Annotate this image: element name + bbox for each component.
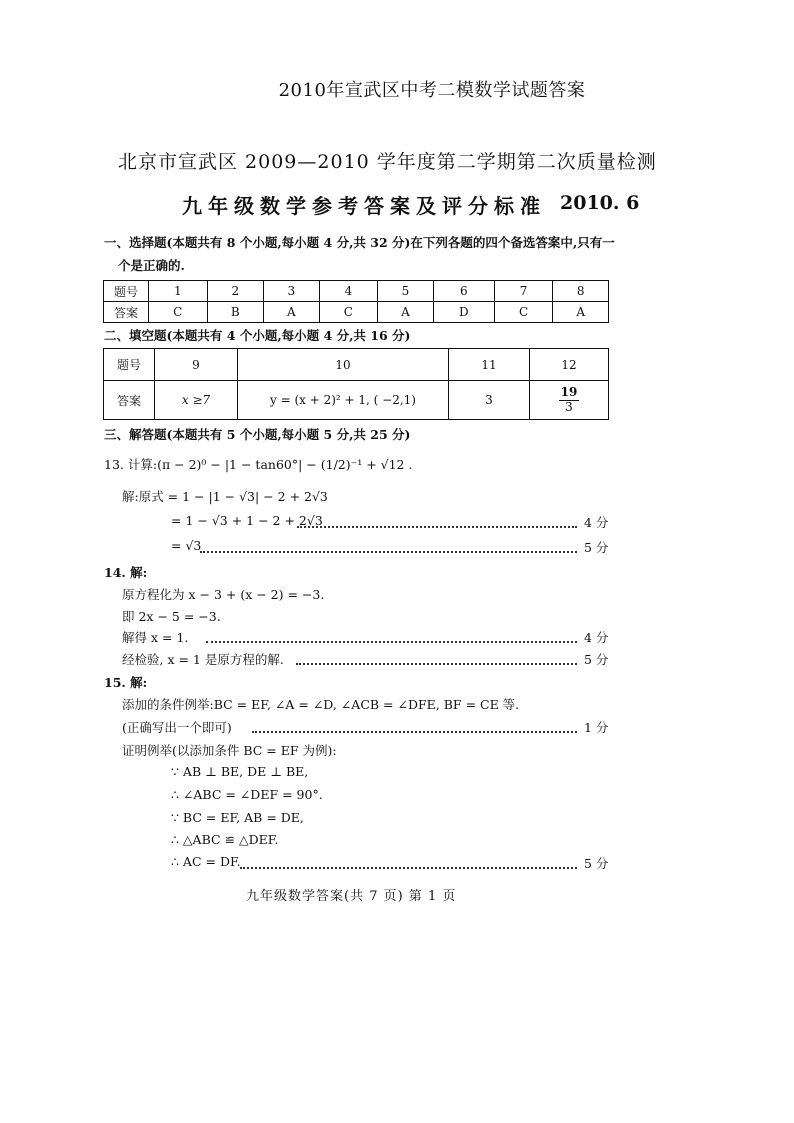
table-row <box>104 381 609 420</box>
table-cell: x ≥7 <box>155 381 238 420</box>
fraction <box>559 386 580 413</box>
table-row <box>104 349 609 381</box>
q15-score2: 1 分 <box>584 720 609 735</box>
q15-line2: (正确写出一个即可) <box>122 720 232 735</box>
table-cell: 5 <box>378 281 434 302</box>
section2-table <box>103 348 609 420</box>
dot-leader <box>296 663 577 665</box>
table-cell: 3 <box>264 281 320 302</box>
q15-line4: ∵ AB ⊥ BE, DE ⊥ BE, <box>171 764 309 779</box>
q14-line4: 经检验, x = 1 是原方程的解. <box>122 652 284 667</box>
dot-leader <box>206 641 577 643</box>
q15-line6: ∵ BC = EF, AB = DE, <box>171 810 304 825</box>
table-header-cell: 答案 <box>104 381 155 420</box>
table-cell: 12 <box>530 349 609 381</box>
table-cell: B <box>207 302 263 323</box>
document-title: 2010年宣武区中考二模数学试题答案 <box>278 80 586 101</box>
q13-line2: = 1 − √3 + 1 − 2 + 2√3 <box>171 513 323 528</box>
table-header-cell: 题号 <box>104 349 155 381</box>
table-cell: 11 <box>449 349 530 381</box>
q15-line5: ∴ ∠ABC = ∠DEF = 90°. <box>171 787 323 802</box>
q15-score8: 5 分 <box>584 856 609 871</box>
table-cell: 4 <box>319 281 378 302</box>
q15-line7: ∴ △ABC ≌ △DEF. <box>171 832 279 847</box>
q14-score4: 5 分 <box>584 652 609 667</box>
table-row <box>104 302 609 323</box>
table-cell: 7 <box>494 281 553 302</box>
q14-score3: 4 分 <box>584 630 609 645</box>
q13-score3: 5 分 <box>584 540 609 555</box>
section2-title: 二、填空题(本题共有 4 个小题,每小题 4 分,共 16 分) <box>104 328 411 343</box>
table-cell: 10 <box>238 349 449 381</box>
table-cell: D <box>433 302 494 323</box>
table-header-cell: 答案 <box>104 302 149 323</box>
exam-date: 2010. 6 <box>560 192 640 214</box>
q13-score2: 4 分 <box>584 515 609 530</box>
table-cell: C <box>319 302 378 323</box>
table-cell: A <box>378 302 434 323</box>
table-cell: 6 <box>433 281 494 302</box>
table-cell: 3 <box>449 381 530 420</box>
q15-label: 15. 解: <box>104 675 148 690</box>
fraction-denominator: 3 <box>565 399 573 414</box>
page-footer: 九年级数学答案(共 7 页) 第 1 页 <box>246 889 457 904</box>
q13-line3: = √3 <box>171 538 202 553</box>
table-cell: 9 <box>155 349 238 381</box>
table-cell: C <box>494 302 553 323</box>
q13-prompt: 13. 计算:(π − 2)⁰ − |1 − tan60°| − (1/2)⁻¹ + √12 . <box>104 457 413 472</box>
table-cell: y = (x + 2)² + 1, ( −2,1) <box>238 381 449 420</box>
q15-line8: ∴ AC = DF. <box>171 854 241 869</box>
q14-label: 14. 解: <box>104 565 148 580</box>
dot-leader <box>252 731 577 733</box>
q14-line1: 原方程化为 x − 3 + (x − 2) = −3. <box>122 587 325 602</box>
table-cell: A <box>264 302 320 323</box>
table-header-cell: 题号 <box>104 281 149 302</box>
q15-line1: 添加的条件例举:BC = EF, ∠A = ∠D, ∠ACB = ∠DFE, BF = CE 等. <box>122 697 520 712</box>
q13-line1: 解:原式 = 1 − |1 − √3| − 2 + 2√3 <box>122 489 328 504</box>
q14-line2: 即 2x − 5 = −3. <box>122 609 221 624</box>
table-cell: A <box>553 302 609 323</box>
table-row <box>104 281 609 302</box>
q15-line3: 证明例举(以添加条件 BC = EF 为例): <box>122 743 337 758</box>
table-cell: C <box>149 302 208 323</box>
section3-title: 三、解答题(本题共有 5 个小题,每小题 5 分,共 25 分) <box>104 427 411 442</box>
section1-title-cont: 个是正确的. <box>118 258 185 273</box>
fraction-numerator: 19 <box>560 385 578 400</box>
section1-title: 一、选择题(本题共有 8 个小题,每小题 4 分,共 32 分)在下列各题的四个备选答案中,只有一 <box>104 235 615 250</box>
table-cell: 2 <box>207 281 263 302</box>
exam-header-line2: 九年级数学参考答案及评分标准 <box>182 194 546 218</box>
table-cell: 1 <box>149 281 208 302</box>
exam-header-line1: 北京市宣武区 2009—2010 学年度第二学期第二次质量检测 <box>118 151 657 173</box>
q14-line3: 解得 x = 1. <box>122 630 189 645</box>
dot-leader <box>240 867 577 869</box>
section1-table <box>103 280 609 323</box>
table-cell: 8 <box>553 281 609 302</box>
dot-leader <box>200 551 577 553</box>
dot-leader <box>297 526 577 528</box>
table-cell <box>530 381 609 420</box>
